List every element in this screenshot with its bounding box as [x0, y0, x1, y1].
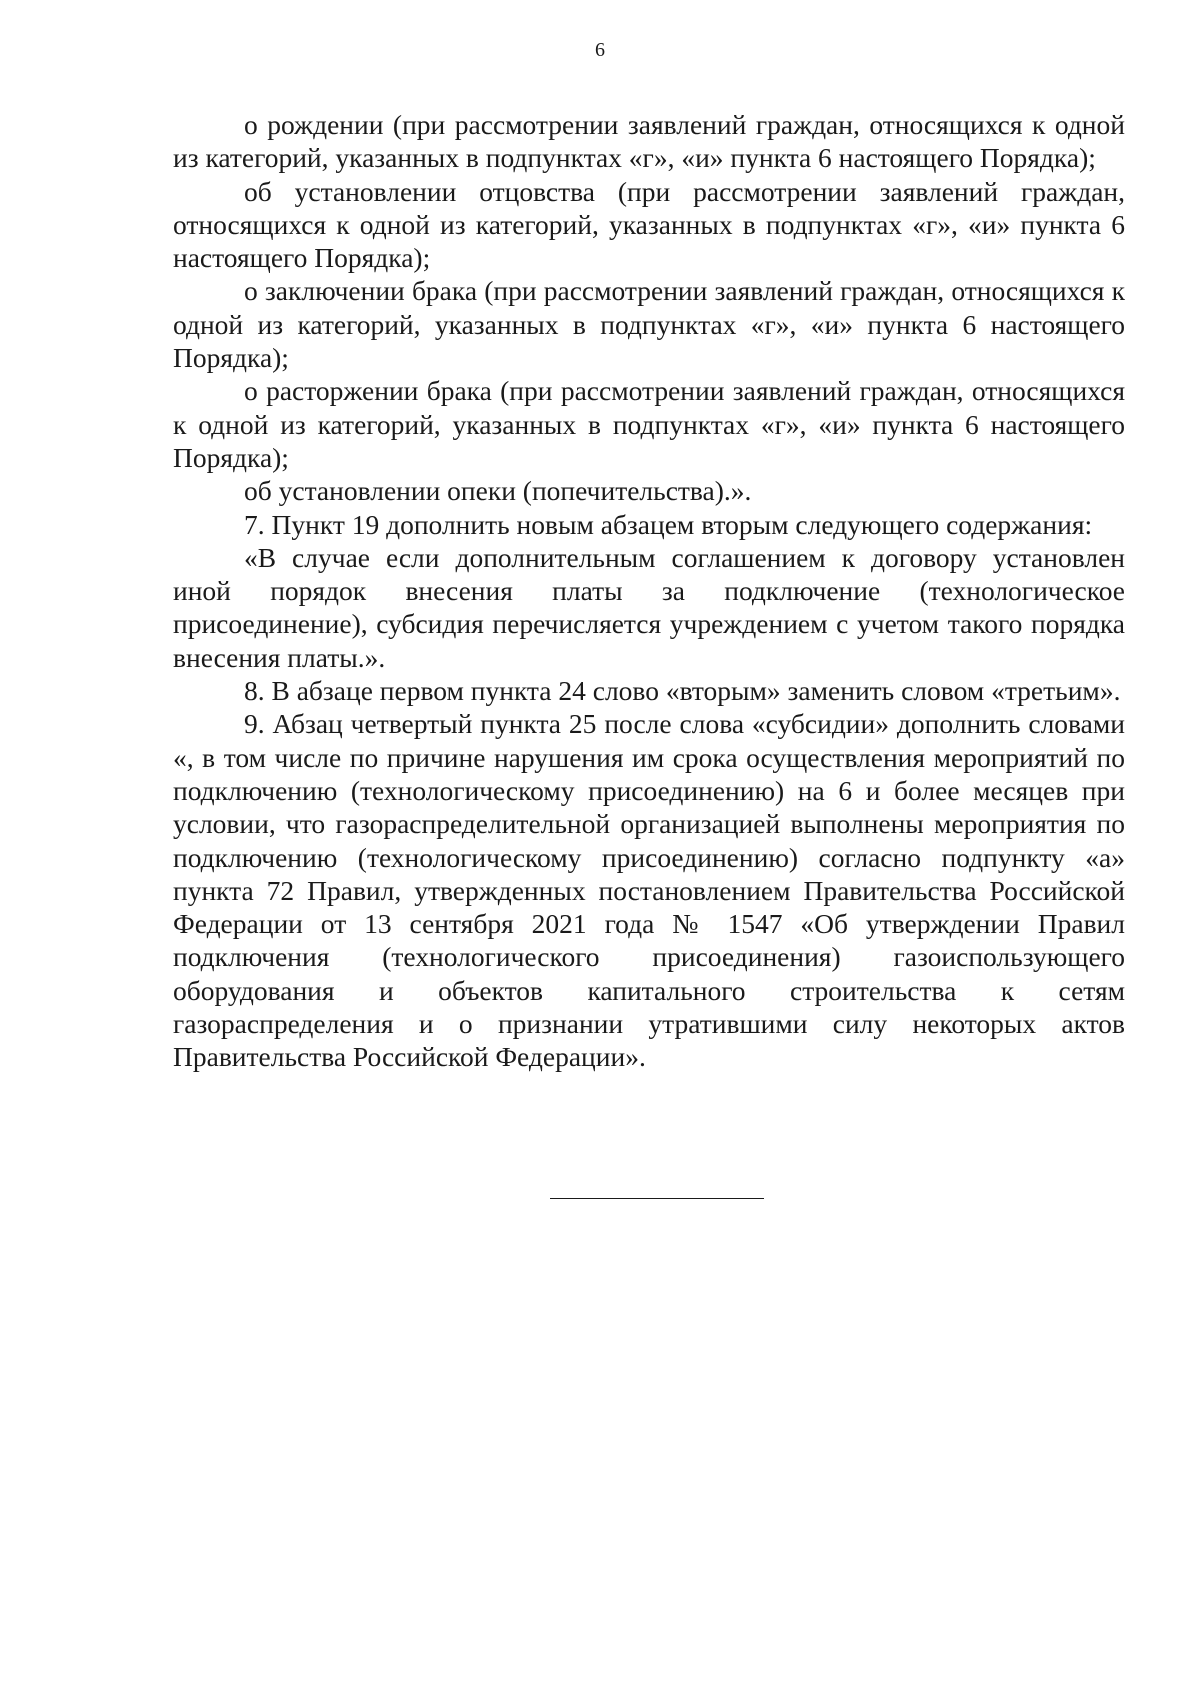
paragraph-guardianship: об установлении опеки (попечительства).».	[244, 475, 752, 507]
paragraph-item-7-quote: «В случае если дополнительным соглашением к договору установлен иной порядок внесения платы за подключение (технологическое присоединение), субсидия перечисляется учреждением с учетом такого порядка внесения платы.».	[173, 541, 1125, 673]
end-separator-line	[550, 1198, 764, 1199]
document-body	[173, 108, 1125, 1074]
paragraph-birth: о рождении (при рассмотрении заявлений граждан, относящихся к одной из категорий, указанных в подпунктах «г», «и» пункта 6 настоящего Порядка);	[173, 109, 1125, 174]
paragraph-item-9: 9. Абзац четвертый пункта 25 после слова «субсидии» дополнить словами «, в том числе по причине нарушения им срока осуществления мероприятий по подключению (технологическому присоединению) на 6 и более месяцев при условии, что газораспределительной организацией выполнены мероприятия по подключению (технологическому присоединению) согласно подпункту «а» пункта 72 Правил, утвержденных постановлением Правительства Российской Федерации от 13 сентября 2021 года № 1547 «Об утверждении Правил подключения (технологического присоединения) газоиспользующего оборудования и объектов капитального строительства к сетям газораспределения и о признании утратившими силу некоторых актов Правительства Российской Федерации».	[173, 708, 1125, 1073]
paragraph-marriage: о заключении брака (при рассмотрении заявлений граждан, относящихся к одной из категорий, указанных в подпунктах «г», «и» пункта 6 настоящего Порядка);	[173, 275, 1125, 374]
paragraph-divorce: о расторжении брака (при рассмотрении заявлений граждан, относящихся к одной из категорий, указанных в подпунктах «г», «и» пункта 6 настоящего Порядка);	[173, 375, 1125, 473]
paragraph-item-8: 8. В абзаце первом пункта 24 слово «вторым» заменить словом «третьим».	[244, 675, 1121, 707]
paragraph-item-7: 7. Пункт 19 дополнить новым абзацем вторым следующего содержания:	[244, 508, 1093, 540]
paragraph-paternity: об установлении отцовства (при рассмотрении заявлений граждан, относящихся к одной из категорий, указанных в подпунктах «г», «и» пункта 6 настоящего Порядка);	[173, 175, 1125, 274]
page-number: 6	[595, 39, 605, 61]
